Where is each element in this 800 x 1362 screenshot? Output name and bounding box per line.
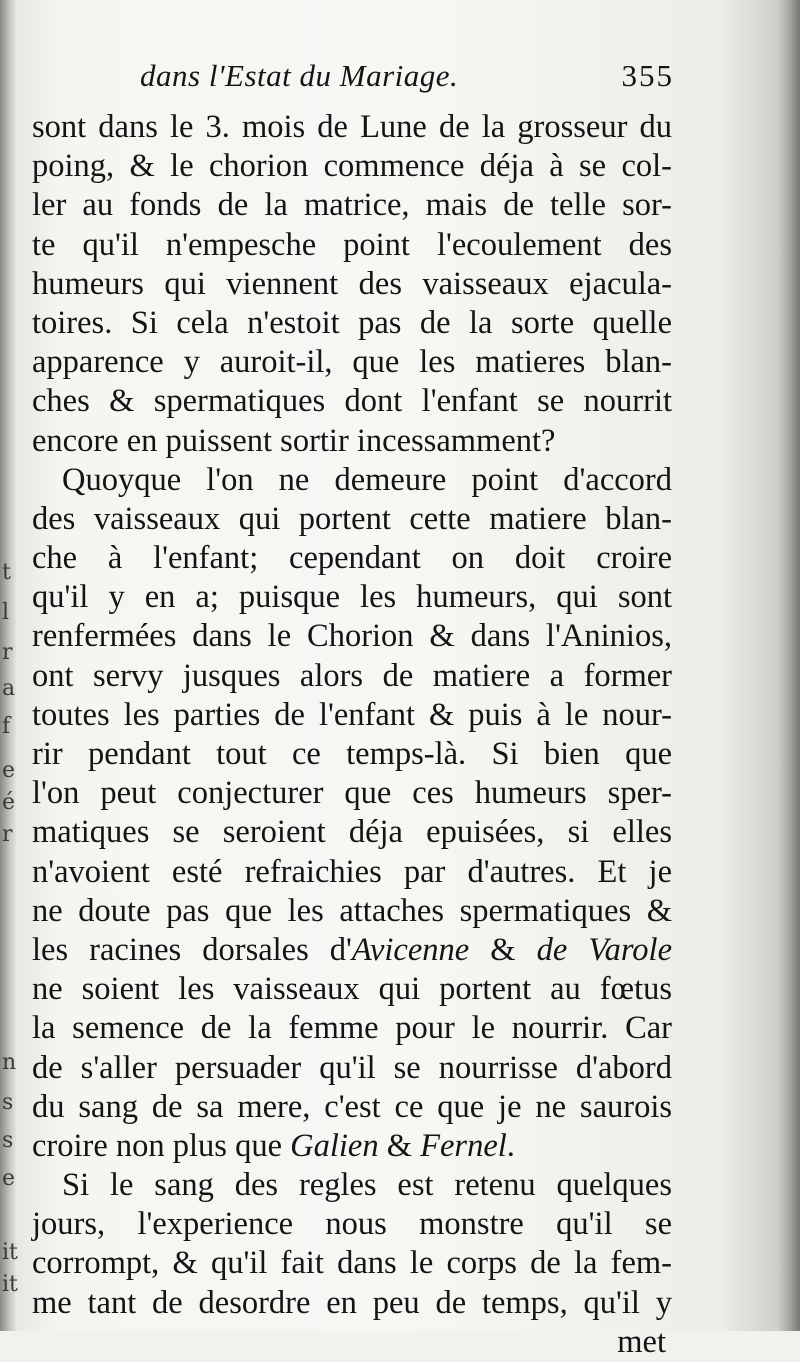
text-line: la semence de la femme pour le nourrir. Car [32,1010,672,1047]
text-line: ne soient les vaisseaux qui portent au fœtus [32,971,672,1008]
bleed-char: l [2,600,10,625]
bleed-char: n [2,1050,17,1075]
bleed-char: e [2,1166,16,1191]
bleed-char: é [2,790,16,815]
text-line-with-italics [32,1127,672,1166]
text-line: de s'aller persuader qu'il se nourrisse d'abord [32,1049,672,1086]
text-line: toutes les parties de l'enfant & puis à le nour- [32,696,672,733]
text-segment: & [378,1127,421,1164]
text-line: ont servy jusques alors de matiere a former [32,657,672,694]
bleed-char: t [2,560,11,585]
italic-name-galien: Galien [290,1127,379,1164]
italic-name-de-varole: de Varole [536,931,673,968]
text-line: n'avoient esté refraichies par d'autres. Et je [32,853,672,890]
text-line: humeurs qui viennent des vaisseaux ejacula- [32,265,672,302]
book-page [32,56,672,1362]
text-line: ler au fonds de la matrice, mais de telle sor- [32,187,672,224]
text-line: l'on peut conjecturer que ces humeurs sper- [32,775,672,812]
bleed-char: f [2,714,11,739]
text-line: Si le sang des regles est retenu quelques [62,1167,672,1204]
text-line: poing, & le chorion commence déja à se col- [32,148,672,185]
text-line: che à l'enfant; cependant on doit croire [32,540,672,577]
bleed-char: s [2,1128,14,1153]
text-line: corrompt, & qu'il fait dans le corps de la fem- [32,1245,672,1282]
text-line: toires. Si cela n'estoit pas de la sorte quelle [32,304,672,341]
paragraph-2 [32,461,672,1166]
bleed-char: r [2,640,13,665]
text-segment: . [506,1127,515,1164]
running-head: dans l'Estat du Mariage. [140,58,459,93]
text-line: sont dans le 3. mois de Lune de la grosseur du [32,109,672,145]
text-line: encore en puissent sortir incessamment? [32,422,556,459]
paragraph-1 [32,108,672,461]
facing-page-bleed [0,0,22,1331]
text-line: apparence y auroit-il, que les matieres blan- [32,344,672,381]
text-line: du sang de sa mere, c'est ce que je ne saurois [32,1088,672,1125]
text-line: Quoyque l'on ne demeure point d'accord [62,461,672,498]
page-edge-shadow [778,0,800,1331]
bleed-char: e [2,758,16,783]
page-header [32,56,672,108]
text-line: qu'il y en a; puisque les humeurs, qui sont [32,579,672,616]
bleed-char: r [2,822,13,847]
text-line: ne doute pas que les attaches spermatiques & [32,892,672,929]
italic-name-avicenne: Avicenne [351,931,470,968]
italic-name-fernel: Fernel [420,1127,507,1164]
text-line: te qu'il n'empesche point l'ecoulement des [32,226,672,263]
bleed-char: it [2,1240,18,1265]
text-line: jours, l'experience nous monstre qu'il se [32,1206,672,1243]
bleed-char: a [2,676,16,701]
bleed-char: it [2,1272,18,1297]
text-segment: & [469,931,537,968]
text-line-with-italics [32,931,672,970]
text-segment: croire non plus que [32,1127,291,1164]
text-line: me tant de desordre en peu de temps, qu'il y [32,1284,672,1321]
catchword: met [617,1323,666,1360]
text-line: ches & spermatiques dont l'enfant se nourrit [32,383,672,420]
text-line: rir pendant tout ce temps-là. Si bien que [32,736,672,772]
text-line: renfermées dans le Chorion & dans l'Aninios, [32,618,672,655]
page-number: 355 [621,58,674,93]
bleed-char: s [2,1090,14,1115]
text-line: des vaisseaux qui portent cette matiere blan- [32,500,672,537]
text-line: matiques se seroient déja epuisées, si elles [32,814,672,851]
text-segment: les racines dorsales d' [32,931,352,968]
paragraph-3 [32,1166,672,1323]
